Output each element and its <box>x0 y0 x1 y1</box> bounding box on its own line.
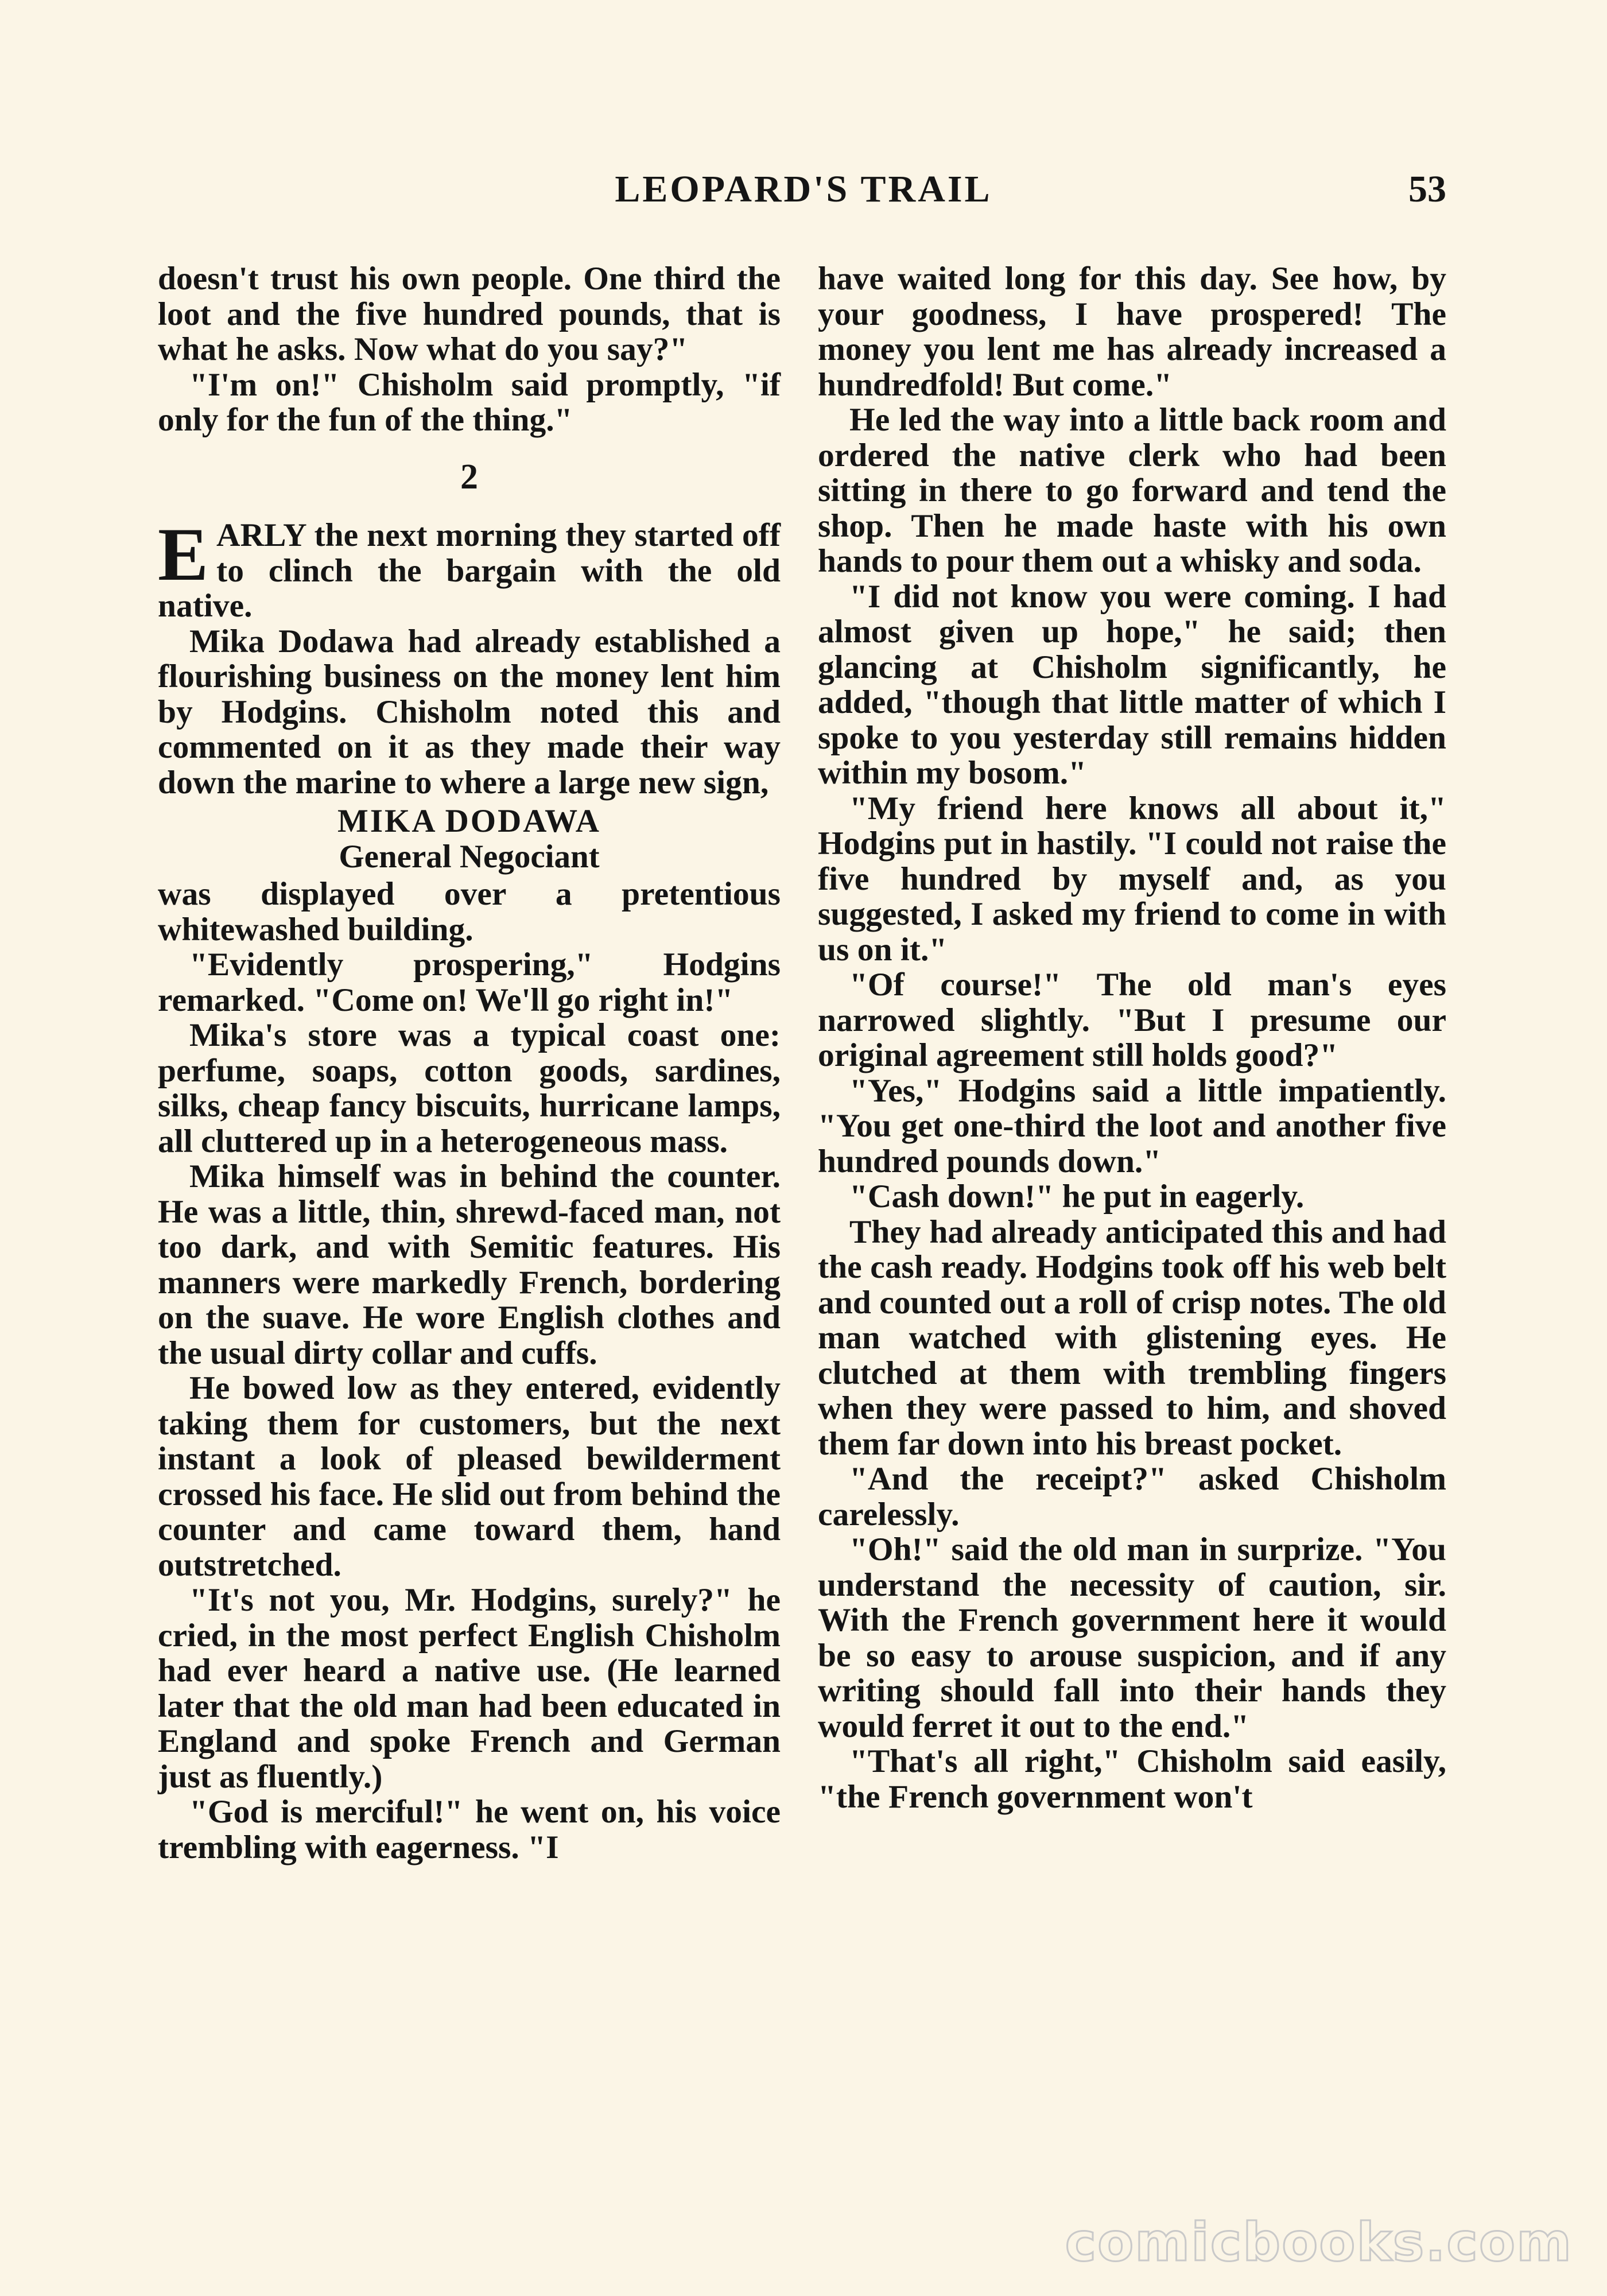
paragraph: Mika's store was a typical coast one: perfume, soaps, cotton goods, sardines, silks, cheap fancy biscuits, hurricane lamps, all cluttered up in a heterogeneous mass. <box>158 1017 781 1159</box>
section-number: 2 <box>460 457 478 497</box>
paragraph: "My friend here knows all about it," Hodgins put in hastily. "I could not raise the five hundred by myself and, as you suggested, I asked my friend to come in with us on it." <box>818 790 1446 968</box>
paragraph: was displayed over a pretentious whitewashed building. <box>158 876 781 948</box>
paragraph: He bowed low as they entered, evidently taking them for customers, but the next instant a look of pleased bewilderment crossed his face. He slid out from behind the counter and came toward them, hand outstretched. <box>158 1370 781 1583</box>
paragraph: "Yes," Hodgins said a little impatiently. "You get one-third the loot and another five hundred pounds down." <box>818 1072 1446 1180</box>
paragraph: have waited long for this day. See how, by your goodness, I have prospered! The money you lent me has already increased a hundredfold! But come." <box>818 261 1446 403</box>
paragraph: "That's all right," Chisholm said easily, "the French government won't <box>818 1743 1446 1815</box>
paragraph: "God is merciful!" he went on, his voice trembling with eagerness. "I <box>158 1794 781 1865</box>
right-column <box>818 261 1446 1814</box>
paragraph: He led the way into a little back room and ordered the native clerk who had been sitting in there to go forward and tend the shop. Then he made haste with his own hands to pour them out a whisky and soda. <box>818 402 1446 579</box>
left-column <box>158 261 781 1865</box>
page-header <box>161 168 1446 225</box>
paragraph: "It's not you, Mr. Hodgins, surely?" he cried, in the most perfect English Chisholm had ever heard a native use. (He learned later that the old man had been educated in England and spoke French and German just as fluently.) <box>158 1582 781 1795</box>
store-sign <box>158 804 781 874</box>
running-title: LEOPARD'S TRAIL <box>615 168 992 210</box>
paragraph: "Oh!" said the old man in surprize. "You understand the necessity of caution, sir. With the French government here it would be so easy to arouse suspicion, and if any writing should fall into their hands they would ferret it out to the end." <box>818 1531 1446 1744</box>
page-number: 53 <box>1408 168 1446 210</box>
paragraph: Mika himself was in behind the counter. He was a little, thin, shrewd-faced man, not too dark, and with Semitic features. His manners were markedly French, bordering on the suave. He wore English clothes and the usual dirty collar and cuffs. <box>158 1158 781 1371</box>
paragraph: Mika Dodawa had already established a flourishing business on the money lent him by Hodgins. Chisholm noted this and commented on it as they made their way down the marine to where a large new sign, <box>158 623 781 801</box>
sign-line-name: MIKA DODAWA <box>337 803 601 839</box>
site-watermark: comicbooks.com <box>1065 2212 1573 2273</box>
drop-cap: E <box>158 512 209 596</box>
paragraph-text: ARLY the next morning they started off to clinch the bargain with the old native. <box>158 517 781 624</box>
paragraph: doesn't trust his own people. One third the loot and the five hundred pounds, that is what he asks. Now what do you say?" <box>158 261 781 367</box>
paragraph: "I did not know you were coming. I had almost given up hope," he said; then glancing at Chisholm significantly, he added, "though that little matter of which I spoke to you yesterday still remains hidden within my bosom." <box>818 578 1446 791</box>
paragraph: "Evidently prospering," Hodgins remarked. "Come on! We'll go right in!" <box>158 947 781 1018</box>
paragraph-with-dropcap <box>158 512 781 624</box>
paragraph: They had already anticipated this and had the cash ready. Hodgins took off his web belt and counted out a roll of crisp notes. The old man watched with glistening eyes. He clutched at them with trembling fingers when they were passed to him, and shoved them far down into his breast pocket. <box>818 1213 1446 1462</box>
sign-line-title: General Negociant <box>339 838 600 875</box>
paragraph: "Of course!" The old man's eyes narrowed slightly. "But I presume our original agreement still holds good?" <box>818 967 1446 1073</box>
paragraph: "Cash down!" he put in eagerly. <box>849 1178 1305 1215</box>
paragraph: "And the receipt?" asked Chisholm carelessly. <box>818 1461 1446 1533</box>
paragraph: "I'm on!" Chisholm said promptly, "if only for the fun of the thing." <box>158 366 781 438</box>
